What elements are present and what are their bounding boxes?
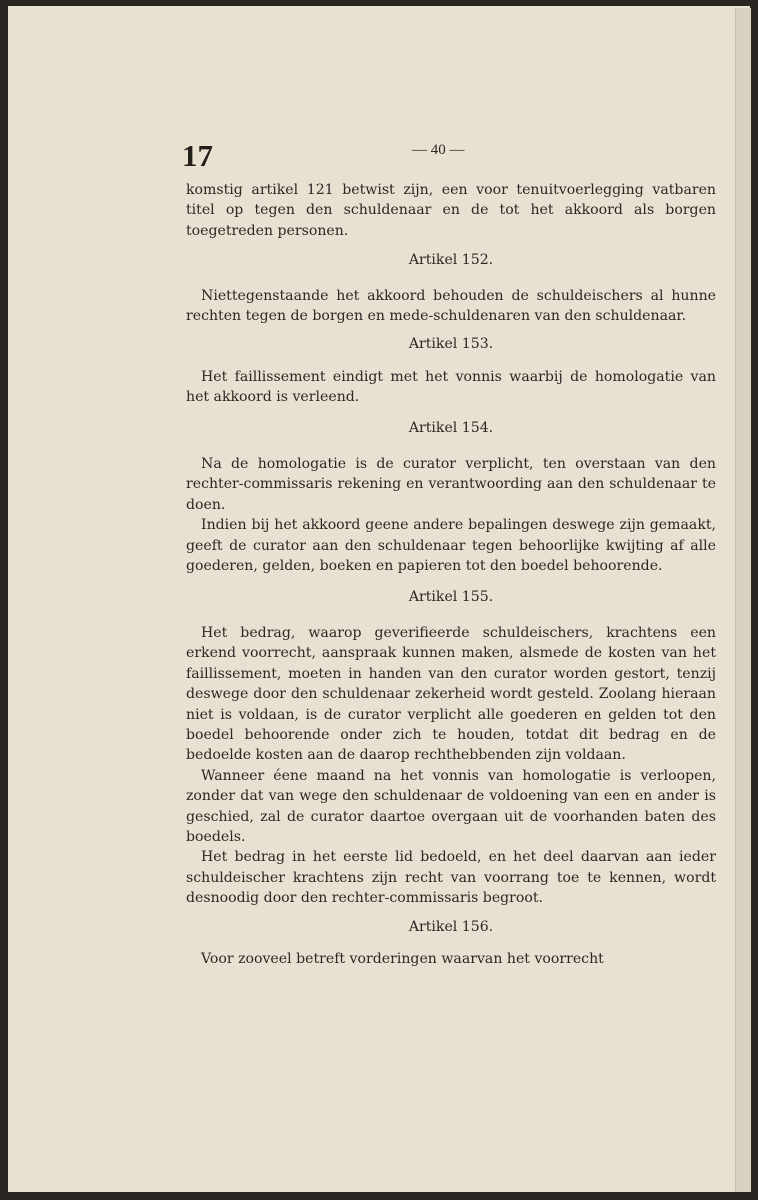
page-number: — 40 — [412,142,465,158]
article-156-paragraph: Voor zooveel betreft vorderingen waarvan het voorrecht [201,951,604,967]
article-152-heading: Artikel 152. [408,252,494,269]
article-154-paragraph-2: Indien bij het akkoord geene andere bepalingen deswege zijn gemaakt, geeft de curator aan den schuldenaar tegen behoorlijke kwijting af alle goederen, gelden, boeken en papieren tot den boedel behoorende. [186,517,716,575]
article-155-paragraph-2: Wanneer éene maand na het vonnis van homologatie is verloopen, zonder dat van wege den schuldenaar de voldoening van een en ander is geschied, zal de curator daartoe overgaan uit de voorhanden baten des boedels. [186,767,716,845]
page-body [186,180,716,969]
article-153-heading: Artikel 153. [408,336,494,353]
article-155-paragraph-1: Het bedrag, waarop geverifieerde schuldeischers, krachtens een erkend voorrecht, aanspraak kunnen maken, alsmede de kosten van het faillissement, moeten in handen van den curator worden gestort, tenzij deswege door den schuldenaar zekerheid wordt gesteld. Zoolang hieraan niet is voldaan, is de curator verplicht alle goederen en gelden tot den boedel behoorende onder zich te houden, totdat dit bedrag en de bedoelde kosten aan de daarop rechthebbenden zijn voldaan. [186,624,716,764]
page-edge [735,8,751,1192]
paragraph-continued: komstig artikel 121 betwist zijn, een voor tenuitvoerlegging vatbaren titel op tegen den schuldenaar en de tot het akkoord als borgen toegetreden personen. [186,182,716,239]
article-153-paragraph: Het faillissement eindigt met het vonnis waarbij de homologatie van het akkoord is verleend. [186,368,716,406]
article-156-heading: Artikel 156. [408,918,494,935]
article-155-heading: Artikel 155. [408,588,494,605]
page-header [182,138,722,178]
article-155-paragraph-3: Het bedrag in het eerste lid bedoeld, en het deel daarvan aan ieder schuldeischer krachtens zijn recht van voorrang toe te kennen, wordt desnoodig door den rechter-commissaris begroot. [186,849,716,907]
signature-mark: 17 [182,138,213,173]
article-154-heading: Artikel 154. [408,419,494,436]
article-152-paragraph: Niettegenstaande het akkoord behouden de schuldeischers al hunne rechten tegen de borgen en mede-schuldenaren van den schuldenaar. [186,287,716,325]
article-154-paragraph-1: Na de homologatie is de curator verplicht, ten overstaan van den rechter-commissaris rekening en verantwoording aan den schuldenaar te doen. [186,456,716,513]
